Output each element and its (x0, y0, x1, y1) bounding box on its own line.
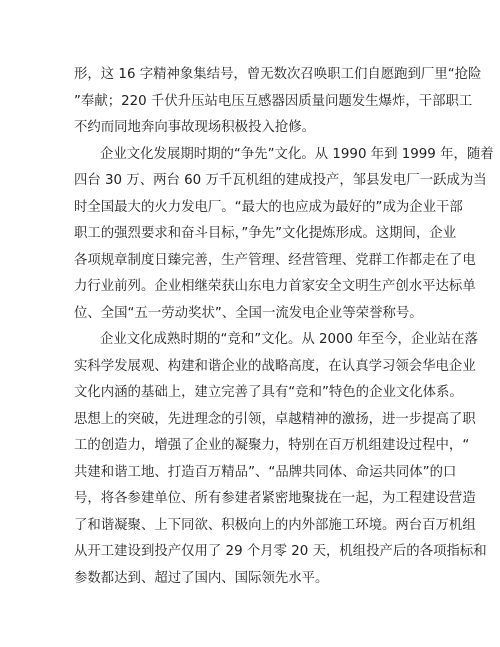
text-line: 工的创造力，增强了企业的凝聚力，特别在百万机组建设过程中，“ (74, 438, 470, 453)
text-line: 形，这 16 字精神象集结号，曾无数次召唤职工们自愿跑到厂里“抢险 (74, 67, 482, 82)
text-line: 不约而同地奔向事故现场积极投入抢修。 (74, 120, 316, 135)
text-line: 实科学发展观、构建和谐企业的战略高度，在认真学习领会华电企业 (74, 359, 476, 374)
text-line: 力行业前列。企业相继荣获山东电力首家安全文明生产创水平达标单 (74, 279, 476, 294)
text-line: 各项规章制度日臻完善，生产管理、经营管理、党群工作都走在了电 (74, 253, 476, 268)
text-line: 时全国最大的火力发电厂。“最大的也应成为最好的”成为企业干部 (74, 200, 463, 215)
text-line: 四台 30 万、两台 60 万千瓦机组的建成投产，邹县发电厂一跃成为当 (74, 173, 487, 188)
text-line: 思想上的突破，先进理念的引领，卓越精神的激扬，进一步提高了职 (74, 412, 476, 427)
text-line: 了和谐凝聚、上下同欲、积极向上的内外部施工环境。两台百万机组 (74, 518, 476, 533)
text-line: 位、全国“五一劳动奖状”、全国一流发电企业等荣誉称号。 (74, 306, 423, 321)
text-line: 共建和谐工地、打造百万精品”、“品牌共同体、命运共同体”的口 (74, 465, 457, 480)
text-line: 文化内涵的基础上，建立完善了具有“竞和”特色的企业文化体系。 (74, 385, 463, 400)
text-line: 从开工建设到投产仅用了 29 个月零 20 天，机组投产后的各项指标和 (74, 544, 487, 559)
text-line: 参数都达到、超过了国内、国际领先水平。 (74, 571, 329, 586)
paragraph-first-line: 企业文化发展期时期的“争先”文化。从 1990 年到 1999 年，随着 (100, 147, 494, 162)
text-line: ”奉献；220 千伏升压站电压互感器因质量问题发生爆炸，干部职工 (74, 94, 473, 109)
text-line: 号，将各参建单位、所有参建者紧密地聚拢在一起，为工程建设营造 (74, 491, 476, 506)
text-line: 职工的强烈要求和奋斗目标，”争先”文化提炼形成。这期间，企业 (74, 226, 457, 241)
paragraph-first-line: 企业文化成熟时期的“竞和”文化。从 2000 年至今，企业站在落 (100, 332, 478, 347)
